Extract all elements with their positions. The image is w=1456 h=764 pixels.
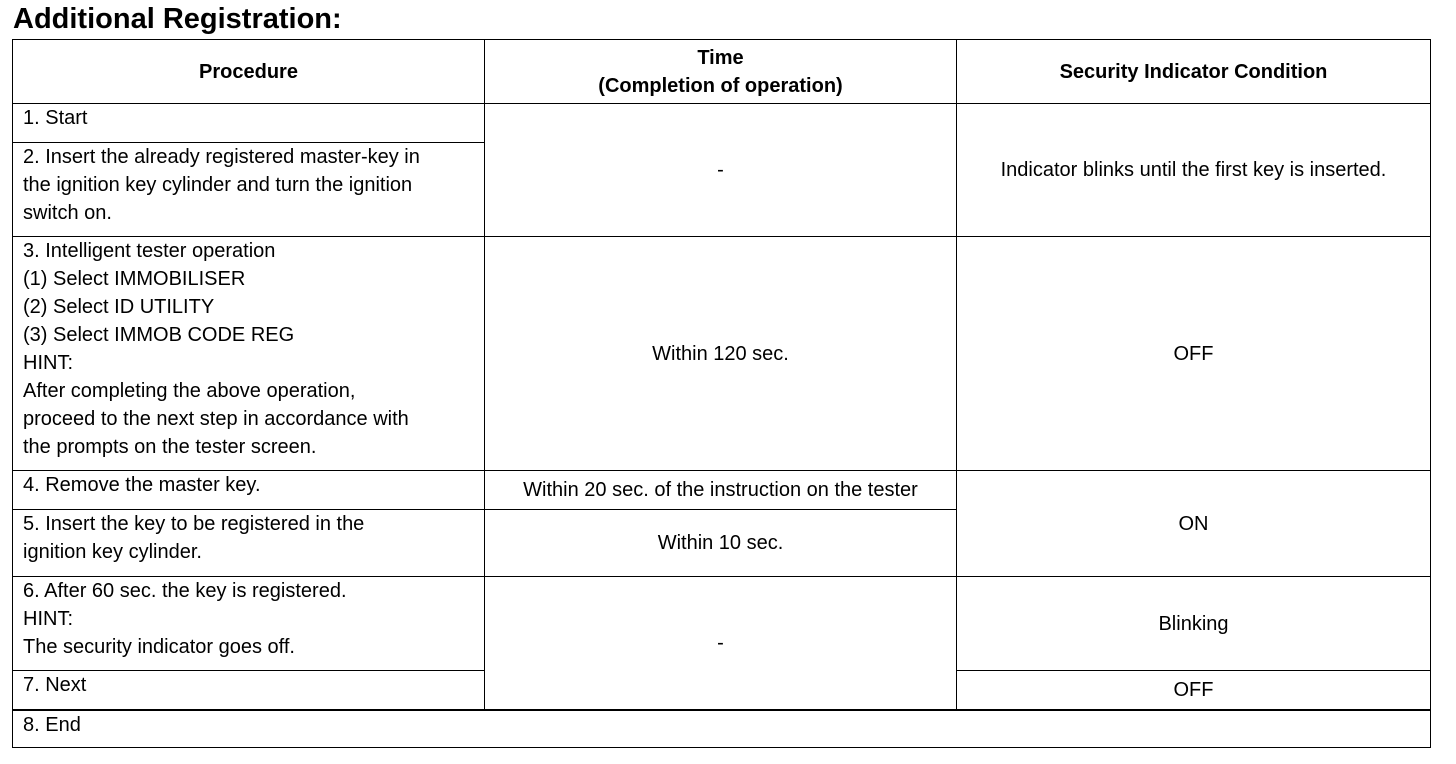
procedure-step-4 bbox=[13, 471, 485, 510]
header-time-line2: (Completion of operation) bbox=[598, 74, 843, 97]
table-row bbox=[13, 471, 1431, 510]
condition-cell-step-7: OFF bbox=[957, 671, 1431, 710]
procedure-text: 3. Intelligent tester operation bbox=[23, 240, 276, 262]
condition-cell-steps-1-2: Indicator blinks until the first key is inserted. bbox=[957, 104, 1431, 237]
procedure-step-6 bbox=[13, 577, 485, 671]
header-time-line1: Time bbox=[697, 46, 744, 69]
procedure-text: 7. Next bbox=[23, 674, 87, 696]
table-header-row bbox=[13, 40, 1431, 104]
table-row bbox=[13, 104, 1431, 143]
time-cell-step-5: Within 10 sec. bbox=[485, 510, 957, 577]
condition-cell-step-3: OFF bbox=[957, 237, 1431, 471]
time-cell-step-4: Within 20 sec. of the instruction on the tester bbox=[485, 471, 957, 510]
procedure-text: 5. Insert the key to be registered in the bbox=[23, 513, 365, 535]
condition-cell-step-6: Blinking bbox=[957, 577, 1431, 671]
procedure-text: 2. Insert the already registered master-key in bbox=[23, 146, 420, 168]
page-title: Additional Registration: bbox=[13, 3, 342, 35]
time-cell-steps-1-2: - bbox=[485, 104, 957, 237]
procedure-step-5 bbox=[13, 510, 485, 577]
procedure-text: The security indicator goes off. bbox=[23, 636, 295, 658]
registration-table bbox=[12, 39, 1431, 748]
header-time bbox=[485, 40, 957, 104]
procedure-step-1 bbox=[13, 104, 485, 143]
time-cell-steps-6-7: - bbox=[485, 577, 957, 710]
table-row bbox=[13, 710, 1431, 748]
procedure-text: ignition key cylinder. bbox=[23, 541, 202, 563]
procedure-text: 4. Remove the master key. bbox=[23, 474, 261, 496]
time-cell-step-3: Within 120 sec. bbox=[485, 237, 957, 471]
procedure-text: (3) Select IMMOB CODE REG bbox=[23, 324, 295, 346]
procedure-hint-label: HINT: bbox=[23, 608, 73, 630]
procedure-step-7 bbox=[13, 671, 485, 710]
procedure-text: switch on. bbox=[23, 202, 112, 224]
procedure-text: (2) Select ID UTILITY bbox=[23, 296, 215, 318]
procedure-text: 8. End bbox=[23, 713, 81, 736]
procedure-hint-label: HINT: bbox=[23, 352, 73, 374]
procedure-step-8 bbox=[13, 710, 1431, 748]
procedure-text: 1. Start bbox=[23, 107, 88, 129]
procedure-text: the ignition key cylinder and turn the ignition bbox=[23, 174, 413, 196]
condition-cell-steps-4-5: ON bbox=[957, 471, 1431, 577]
procedure-text: proceed to the next step in accordance with bbox=[23, 408, 409, 430]
procedure-text: the prompts on the tester screen. bbox=[23, 436, 317, 458]
header-condition: Security Indicator Condition bbox=[957, 40, 1431, 104]
header-procedure: Procedure bbox=[13, 40, 485, 104]
procedure-text: (1) Select IMMOBILISER bbox=[23, 268, 246, 290]
procedure-step-3 bbox=[13, 237, 485, 471]
procedure-text: After completing the above operation, bbox=[23, 380, 356, 402]
procedure-text: 6. After 60 sec. the key is registered. bbox=[23, 580, 347, 602]
table-row bbox=[13, 577, 1431, 671]
procedure-step-2 bbox=[13, 143, 485, 237]
table-row bbox=[13, 237, 1431, 471]
